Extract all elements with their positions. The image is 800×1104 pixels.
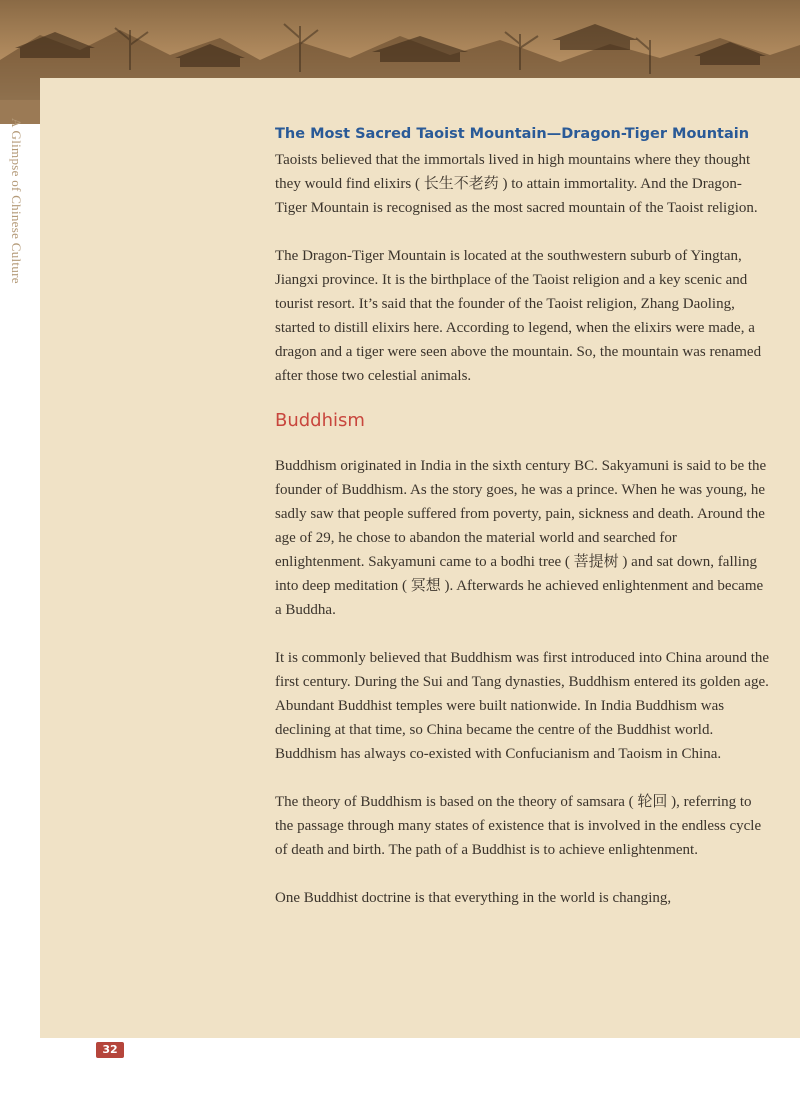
paragraph: Taoists believed that the immortals lived in high mountains where they thought they would find elixirs ( 长生不老药 ) to attain immortality. And the Dragon-Tiger Mountain is recognised as the most sacred mountain of the Taoist religion. (275, 152, 758, 216)
paragraph: One Buddhist doctrine is that everything in the world is changing, (275, 890, 672, 906)
buddhism-heading: Buddhism (275, 410, 365, 431)
running-title: A Glimpse of Chinese Culture (9, 118, 24, 284)
article-content (275, 124, 770, 910)
paragraph: Buddhism originated in India in the sixth century BC. Sakyamuni is said to be the founder of Buddhism. As the story goes, he was a prince. When he was young, he sadly saw that people suffered from poverty, pain, sickness and death. Around the age of 29, he chose to abandon the material world and searched for enlightenment. Sakyamuni came to a bodhi tree ( 菩提树 ) and sat down, falling into deep meditation ( 冥想 ). Afterwards he achieved enlightenment and became a Buddha. (275, 458, 767, 618)
taoist-mountain-heading: The Most Sacred Taoist Mountain—Dragon-Tiger Mountain (275, 126, 750, 142)
paragraph: It is commonly believed that Buddhism was first introduced into China around the first century. During the Sui and Tang dynasties, Buddhism entered its golden age. Abundant Buddhist temples were built nationwide. In India Buddhism was declining at that time, so China became the centre of the Buddhist world. Buddhism has always co-existed with Confucianism and Taoism in China. (275, 650, 770, 762)
paragraph: The theory of Buddhism is based on the theory of samsara ( 轮回 ), referring to the passage through many states of existence that is involved in the endless cycle of death and birth. The path of a Buddhist is to achieve enlightenment. (275, 794, 762, 858)
paragraph: The Dragon-Tiger Mountain is located at the southwestern suburb of Yingtan, Jiangxi province. It is the birthplace of the Taoist religion and a key scenic and tourist resort. It’s said that the founder of the Taoist religion, Zhang Daoling, started to distill elixirs here. According to legend, when the elixirs were made, a dragon and a tiger were seen above the mountain. So, the mountain was renamed after those two celestial animals. (275, 248, 762, 384)
page-number-badge: 32 (96, 1042, 124, 1058)
